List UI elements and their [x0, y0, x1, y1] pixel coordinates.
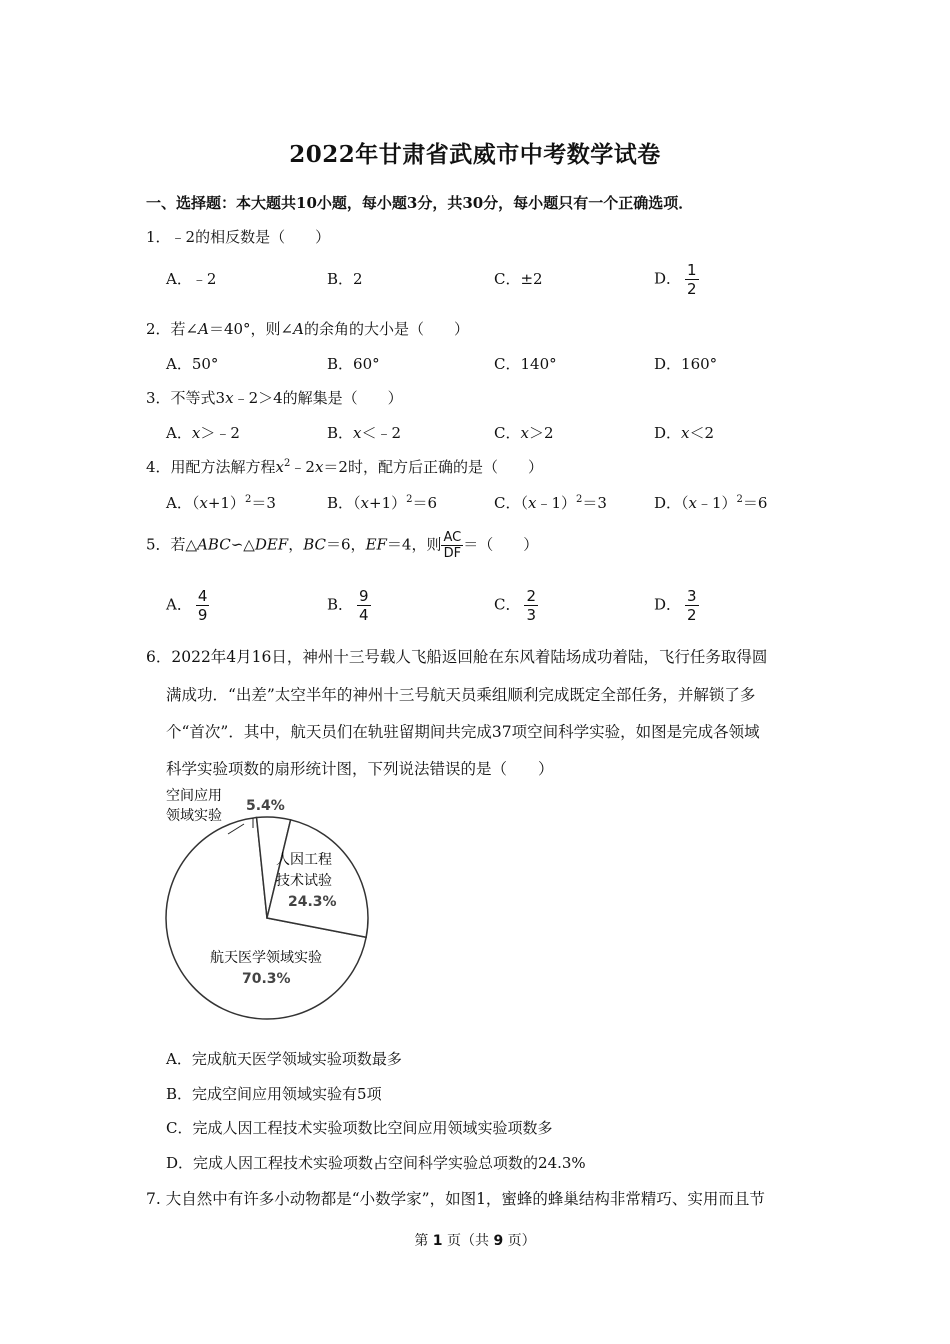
space-app-label-2: 领域实验: [166, 808, 222, 824]
q1-option-c: C．±2: [494, 270, 543, 288]
question-5-stem: [146, 530, 538, 561]
opt-label: C．: [494, 424, 521, 442]
opt-label: B．: [327, 595, 354, 614]
q6-option-b: B．完成空间应用领域实验有5项: [166, 1085, 382, 1103]
opt-text: ﹣1）: [697, 494, 737, 512]
numerator: 4: [197, 587, 208, 605]
total-pages: 9: [493, 1233, 504, 1249]
q4-option-d: [654, 492, 767, 513]
question-3-stem: [146, 387, 403, 408]
denominator: 2: [687, 606, 697, 624]
q2-var: A: [293, 320, 304, 338]
footer-text: 页（共: [447, 1233, 489, 1249]
q3-stem-part: 3．不等式3: [146, 389, 226, 407]
fraction: [685, 587, 699, 624]
q5-var: ABC: [197, 535, 231, 554]
numerator: 1: [687, 261, 697, 279]
q3-option-c: [494, 422, 554, 443]
numerator: 9: [359, 587, 369, 605]
opt-text: D．（: [654, 494, 689, 512]
opt-label: D．: [654, 595, 682, 614]
q2-option-a: A．50°: [166, 355, 219, 373]
q4-stem-part: ﹣2: [290, 458, 315, 476]
q4-exponent: 2: [284, 458, 291, 469]
section-heading: 一、选择题：本大题共10小题，每小题3分，共30分，每小题只有一个正确选项．: [146, 194, 694, 212]
question-1-stem: 1．﹣2的相反数是（ ）: [146, 228, 331, 246]
q4-stem-part: 4．用配方法解方程: [146, 458, 276, 476]
medicine-pct: 70.3%: [242, 971, 291, 987]
q4-var: x: [275, 458, 285, 476]
fraction: [685, 261, 699, 298]
numerator: AC: [443, 530, 462, 545]
medicine-label: 航天医学领域实验: [210, 950, 322, 966]
numerator: 3: [687, 587, 697, 605]
opt-label: D．: [654, 424, 682, 442]
human-factors-label-2: 技术试验: [276, 873, 332, 889]
opt-text: ＜2: [689, 424, 715, 442]
q3-var: x: [225, 389, 234, 407]
human-factors-label-1: 人因工程: [276, 852, 332, 868]
opt-var: x: [199, 494, 208, 512]
numerator: 2: [526, 587, 537, 605]
q2-stem-part: ＝40°，则∠: [208, 320, 294, 338]
q3-option-d: [654, 422, 714, 443]
q4-option-a: [166, 492, 276, 513]
opt-text: ＞﹣2: [200, 424, 240, 442]
footer-text: 页）: [507, 1233, 536, 1249]
q5-stem-part: 5．若△: [146, 535, 198, 554]
denominator: 3: [526, 606, 537, 624]
page-title: 2022年甘肃省武威市中考数学试卷: [289, 141, 661, 168]
q3-option-b: [327, 422, 401, 443]
opt-var: x: [520, 424, 529, 442]
q5-option-b: [327, 587, 371, 624]
q6-line-2: 满成功．“出差”太空半年的神州十三号航天员乘组顺利完成既定全部任务，并解锁了多: [166, 686, 756, 704]
q5-var: DEF: [254, 535, 289, 554]
q3-stem-part: ﹣2＞4的解集是（ ）: [233, 389, 403, 407]
opt-label: A．: [166, 595, 192, 614]
q5-stem-part: ＝4，则: [386, 535, 442, 554]
q2-option-d: D．160°: [654, 355, 718, 373]
opt-text: B．（: [327, 494, 361, 512]
pie-slices: [166, 817, 368, 1019]
opt-text: +1）: [207, 494, 245, 512]
opt-text: ﹣1）: [536, 494, 576, 512]
q5-stem-part: ∽△: [230, 535, 255, 554]
q5-var: EF: [365, 535, 387, 554]
opt-var: x: [688, 494, 697, 512]
q3-option-a: [166, 422, 240, 443]
q1-option-a: A．﹣2: [166, 270, 217, 288]
fraction: [524, 587, 538, 624]
q6-line-3: 个“首次”．其中，航天员们在轨驻留期间共完成37项空间科学实验，如图是完成各领域: [166, 723, 760, 741]
denominator: 9: [197, 606, 208, 624]
q2-var: A: [198, 320, 209, 338]
opt-text: +1）: [369, 494, 407, 512]
opt-label: A．: [166, 424, 192, 442]
q2-stem-part: 2．若∠: [146, 320, 199, 338]
q2-option-b: B．60°: [327, 355, 380, 373]
opt-label: B．: [327, 424, 354, 442]
opt-text: ＝6: [742, 494, 768, 512]
fraction: [357, 587, 371, 624]
opt-text: A．（: [166, 494, 200, 512]
q6-line-4: 科学实验项数的扇形统计图，下列说法错误的是（ ）: [166, 760, 554, 778]
q5-stem-part: ，: [288, 535, 304, 554]
opt-text: ＝3: [582, 494, 607, 512]
opt-var: x: [527, 494, 537, 512]
footer-text: 第: [414, 1233, 429, 1249]
opt-text: ＝6: [412, 494, 438, 512]
opt-exponent: 2: [406, 494, 413, 505]
q5-option-d: [654, 587, 699, 624]
denominator: 4: [359, 606, 369, 624]
q5-option-c: [494, 587, 538, 624]
opt-var: x: [360, 494, 369, 512]
denominator: 2: [687, 280, 697, 298]
space-app-pct: 5.4%: [246, 798, 285, 814]
space-app-label-1: 空间应用: [166, 788, 222, 804]
page-number: 1: [432, 1233, 443, 1249]
q4-stem-part: ＝2时，配方后正确的是（ ）: [323, 458, 543, 476]
q5-option-a: [166, 587, 209, 624]
q6-option-d: D．完成人因工程技术实验项数占空间科学实验总项数的24.3%: [166, 1154, 586, 1172]
question-2-stem: [146, 318, 469, 339]
q5-stem-part: ＝（ ）: [463, 535, 539, 554]
q5-stem-part: ＝6，: [326, 535, 366, 554]
opt-exponent: 2: [244, 494, 252, 505]
pie-chart: [160, 782, 390, 1022]
opt-exponent: 2: [576, 494, 583, 505]
q4-option-c: [494, 492, 607, 513]
page-footer: [0, 1230, 950, 1250]
q1-option-d: [654, 261, 699, 298]
q1-option-d-label: D．: [654, 269, 682, 288]
q6-line-1: 6．2022年4月16日，神州十三号载人飞船返回舱在东风着陆场成功着陆，飞行任务取得圆: [146, 648, 768, 666]
q4-option-b: [327, 492, 437, 513]
opt-text: ＜﹣2: [361, 424, 402, 442]
opt-text: ＞2: [528, 424, 554, 442]
q5-var: BC: [303, 535, 327, 554]
opt-var: x: [353, 424, 362, 442]
opt-text: ＝3: [251, 494, 276, 512]
q1-option-b: B．2: [327, 270, 363, 288]
fraction: [441, 530, 463, 561]
opt-text: C．（: [494, 494, 528, 512]
opt-var: x: [191, 424, 201, 442]
q7-line-1: 7. 大自然中有许多小动物都是“小数学家”，如图1，蜜蜂的蜂巢结构非常精巧、实用而且节: [146, 1190, 765, 1208]
opt-var: x: [681, 424, 690, 442]
q6-option-a: A．完成航天医学领域实验项数最多: [166, 1050, 402, 1068]
fraction: [196, 587, 210, 624]
q6-option-c: C．完成人因工程技术实验项数比空间应用领域实验项数多: [166, 1119, 553, 1137]
q4-var: x: [314, 458, 324, 476]
q2-option-c: C．140°: [494, 355, 557, 373]
human-factors-pct: 24.3%: [288, 894, 337, 910]
q2-stem-part: 的余角的大小是（ ）: [303, 320, 469, 338]
denominator: DF: [443, 546, 462, 561]
question-4-stem: [146, 456, 543, 477]
opt-exponent: 2: [736, 494, 743, 505]
opt-label: C．: [494, 595, 521, 614]
